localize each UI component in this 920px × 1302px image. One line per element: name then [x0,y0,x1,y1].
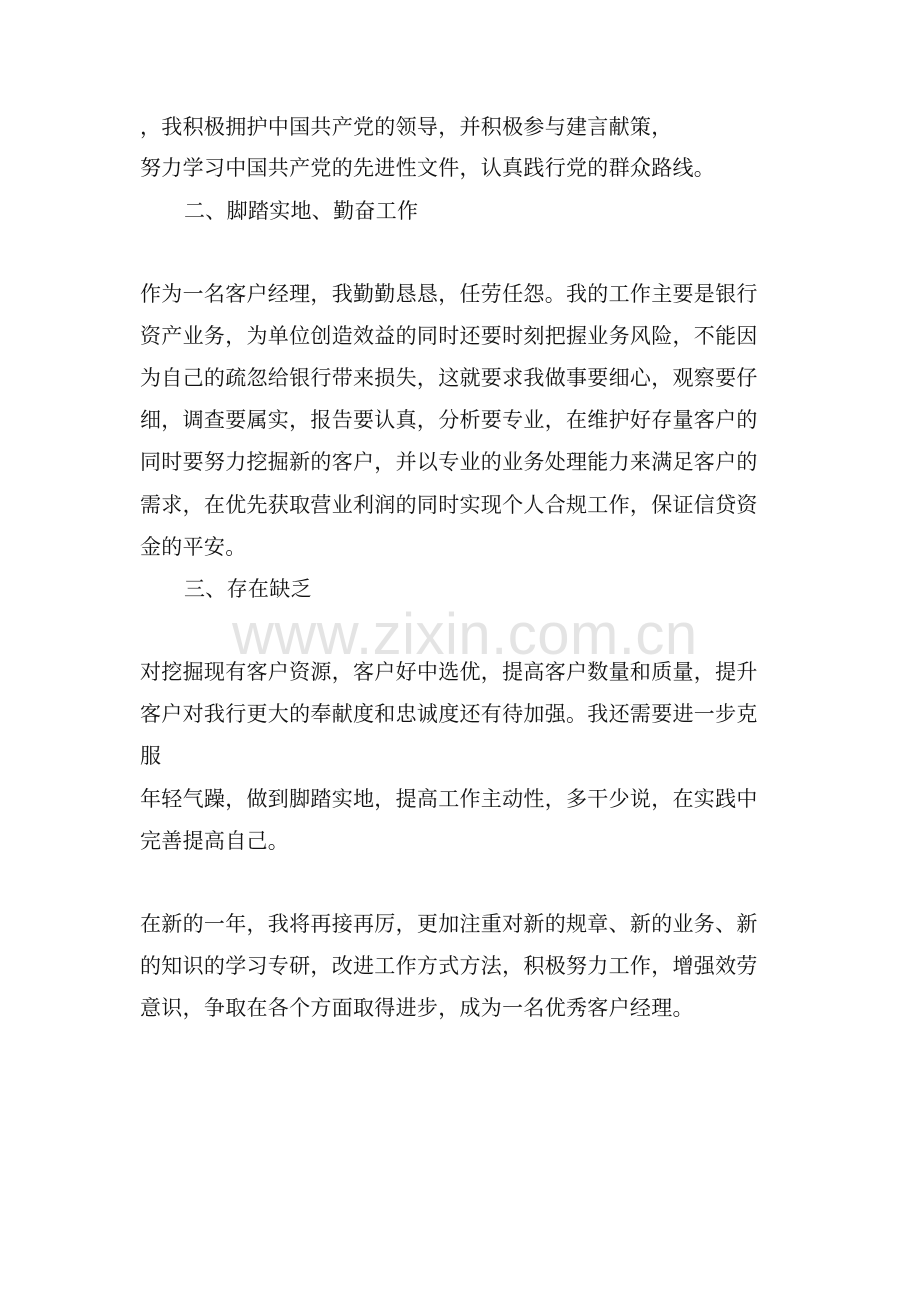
paragraph-line: 同时要努力挖掘新的客户，并以专业的业务处理能力来满足客户的 [140,450,758,474]
paragraph-line: 年轻气躁，做到脚踏实地，提高工作主动性，多干少说，在实践中 [140,787,758,811]
paragraph-line: 为自己的疏忽给银行带来损失，这就要求我做事要细心，观察要仔 [140,366,758,390]
paragraph-line: 对挖掘现有客户资源，客户好中选优，提高客户数量和质量，提升 [140,660,758,684]
paragraph-line: 意识，争取在各个方面取得进步，成为一名优秀客户经理。 [140,996,694,1020]
paragraph-line: 细，调查要属实，报告要认真，分析要专业，在维护好存量客户的 [140,408,758,432]
paragraph-line: 完善提高自己。 [140,829,290,853]
paragraph-line: 努力学习中国共产党的先进性文件，认真践行党的群众路线。 [140,156,716,180]
section-heading: 二、脚踏实地、勤奋工作 [184,199,419,223]
paragraph-line: 的知识的学习专研，改进工作方式方法，积极努力工作，增强效劳 [140,954,758,978]
paragraph-line: 客户对我行更大的奉献度和忠诚度还有待加强。我还需要进一步克 [140,702,758,726]
paragraph-line: 金的平安。 [140,535,247,559]
paragraph-line: 在新的一年，我将再接再厉，更加注重对新的规章、新的业务、新 [140,912,758,936]
paragraph-line: 需求，在优先获取营业利润的同时实现个人合规工作，保证信贷资 [140,493,758,517]
paragraph-line: 资产业务，为单位创造效益的同时还要时刻把握业务风险，不能因 [140,324,758,348]
watermark: www.zixin.com.cn [232,602,698,667]
paragraph-line: 服 [140,744,162,768]
section-heading: 三、存在缺乏 [184,577,312,601]
paragraph-line: ，我积极拥护中国共产党的领导，并积极参与建言献策， [140,115,673,139]
paragraph-line: 作为一名客户经理，我勤勤恳恳，任劳任怨。我的工作主要是银行 [140,282,758,306]
